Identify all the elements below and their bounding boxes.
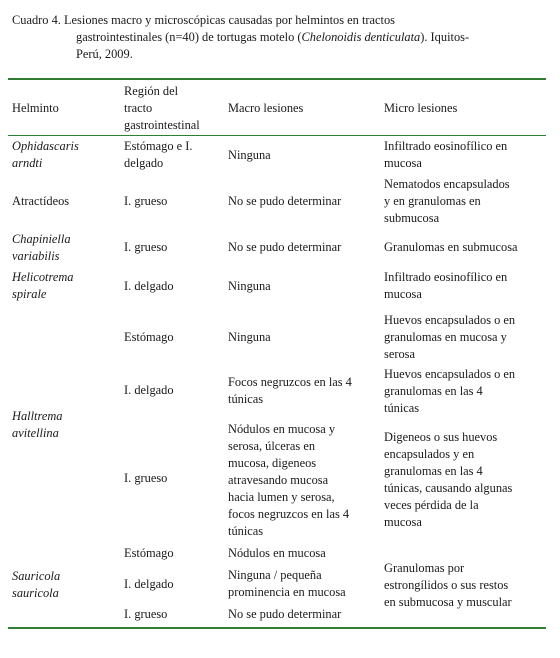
caption-text-2b: ). Iquitos-	[420, 30, 470, 44]
micro-line: Huevos encapsulados o en	[384, 313, 516, 327]
helminto-line: spirale	[12, 287, 47, 301]
row-region: I. grueso	[124, 471, 168, 485]
macro-line: serosa, úlceras en	[228, 439, 316, 453]
row-macro	[228, 567, 376, 601]
caption-line-3: Perú, 2009.	[76, 47, 133, 61]
row-region: I. grueso	[124, 240, 168, 254]
helminto-line: Halltrema	[12, 409, 63, 423]
helminto-line: sauricola	[12, 586, 59, 600]
header-helminto: Helminto	[12, 101, 59, 115]
row-macro: No se pudo determinar	[228, 194, 342, 208]
row-macro: Ninguna	[228, 148, 271, 162]
micro-line: túnicas, causando algunas	[384, 481, 513, 495]
header-region	[124, 83, 234, 134]
row-helminto: Atractídeos	[12, 194, 70, 208]
row-macro: Nódulos en mucosa	[228, 546, 326, 560]
header-macro: Macro lesiones	[228, 101, 304, 115]
row-micro	[384, 366, 544, 417]
micro-line: estrongílidos o sus restos	[384, 578, 509, 592]
caption-text-2a: gastrointestinales (n=40) de tortugas motelo (	[76, 30, 302, 44]
helminto-line: Helicotrema	[12, 270, 74, 284]
row-helminto	[12, 138, 120, 172]
macro-line: Focos negruzcos en las 4	[228, 375, 352, 389]
micro-line: Nematodos encapsulados	[384, 177, 510, 191]
table-top-rule	[8, 78, 546, 80]
micro-line: granulomas en mucosa y	[384, 330, 507, 344]
row-macro: No se pudo determinar	[228, 240, 342, 254]
macro-line: mucosa, digeneos	[228, 456, 317, 470]
row-micro	[384, 560, 544, 611]
helminto-line: Chapiniella	[12, 232, 71, 246]
row-macro	[228, 421, 376, 540]
micro-line: veces pérdida de la	[384, 498, 479, 512]
caption-species: Chelonoidis denticulata	[301, 30, 421, 44]
helminto-line: Sauricola	[12, 569, 61, 583]
row-helminto	[12, 269, 120, 303]
macro-line: prominencia en mucosa	[228, 585, 346, 599]
caption-line-2	[12, 29, 544, 46]
micro-line: mucosa	[384, 515, 422, 529]
helminto-line: avitellina	[12, 426, 59, 440]
header-region-line: gastrointestinal	[124, 118, 200, 132]
row-helminto	[12, 408, 120, 442]
micro-line: encapsulados y en	[384, 447, 475, 461]
micro-line: submucosa	[384, 211, 440, 225]
micro-line: mucosa	[384, 287, 422, 301]
macro-line: túnicas	[228, 392, 264, 406]
micro-line: Infiltrado eosinofílico en	[384, 270, 508, 284]
caption-line-1	[12, 12, 544, 29]
row-region: I. delgado	[124, 279, 174, 293]
caption-label: Cuadro 4.	[12, 13, 61, 27]
micro-line: Granulomas por	[384, 561, 465, 575]
helminto-line: Ophidascaris	[12, 139, 79, 153]
row-region: I. grueso	[124, 194, 168, 208]
row-micro	[384, 312, 544, 363]
micro-line: y en granulomas en	[384, 194, 481, 208]
macro-line: atravesando mucosa	[228, 473, 329, 487]
row-helminto	[12, 568, 120, 602]
header-micro: Micro lesiones	[384, 101, 458, 115]
row-macro: Ninguna	[228, 279, 271, 293]
macro-line: Nódulos en mucosa y	[228, 422, 336, 436]
macro-line: Ninguna / pequeña	[228, 568, 322, 582]
header-region-line: Región del	[124, 84, 179, 98]
table-bottom-rule	[8, 627, 546, 629]
row-micro	[384, 429, 544, 531]
row-micro: Granulomas en submucosa	[384, 240, 518, 254]
micro-line: Huevos encapsulados o en	[384, 367, 516, 381]
row-micro	[384, 176, 544, 227]
row-helminto	[12, 231, 120, 265]
helminto-line: arndti	[12, 156, 43, 170]
caption-text-1: Lesiones macro y microscópicas causadas por helmintos en tractos	[63, 13, 395, 27]
micro-line: Infiltrado eosinofílico en	[384, 139, 508, 153]
macro-line: focos negruzcos en las 4	[228, 507, 350, 521]
row-macro: Ninguna	[228, 330, 271, 344]
table-caption	[12, 12, 544, 63]
row-region: I. delgado	[124, 577, 174, 591]
row-macro: No se pudo determinar	[228, 607, 342, 621]
micro-line: serosa	[384, 347, 415, 361]
header-region-line: tracto	[124, 101, 153, 115]
row-micro	[384, 269, 544, 303]
row-region: Estómago	[124, 330, 174, 344]
helminto-line: variabilis	[12, 249, 60, 263]
micro-line: granulomas en las 4	[384, 384, 483, 398]
row-macro	[228, 374, 376, 408]
row-region	[124, 138, 234, 172]
micro-line: túnicas	[384, 401, 420, 415]
row-region: Estómago	[124, 546, 174, 560]
row-region: I. grueso	[124, 607, 168, 621]
macro-line: hacia lumen y serosa,	[228, 490, 335, 504]
macro-line: túnicas	[228, 524, 264, 538]
micro-line: Digeneos o sus huevos	[384, 430, 498, 444]
micro-line: mucosa	[384, 156, 422, 170]
table-header-rule	[8, 135, 546, 136]
region-line: Estómago e I.	[124, 139, 193, 153]
micro-line: en submucosa y muscular	[384, 595, 512, 609]
region-line: delgado	[124, 156, 164, 170]
row-region: I. delgado	[124, 383, 174, 397]
micro-line: granulomas en las 4	[384, 464, 483, 478]
row-micro	[384, 138, 544, 172]
